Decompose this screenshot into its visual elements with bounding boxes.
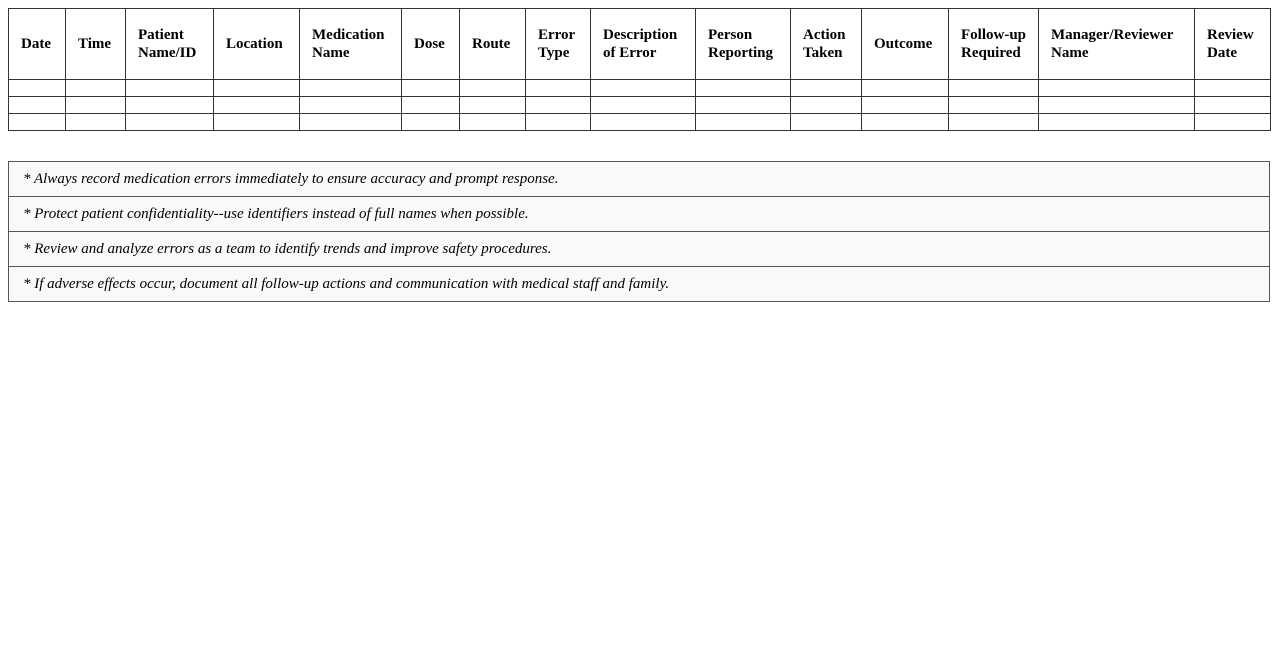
empty-cell[interactable] [300,80,402,97]
note-item: * If adverse effects occur, document all follow-up actions and communication with medical staff and family. [9,266,1269,301]
empty-cell[interactable] [460,80,526,97]
column-header: Follow-up Required [949,9,1039,80]
empty-cell[interactable] [862,80,949,97]
empty-cell[interactable] [402,114,460,131]
empty-cell[interactable] [1039,80,1195,97]
empty-cell[interactable] [9,97,66,114]
empty-cell[interactable] [862,97,949,114]
empty-cell[interactable] [526,80,591,97]
empty-cell[interactable] [1039,114,1195,131]
column-header: Medication Name [300,9,402,80]
notes-list [8,161,1270,302]
column-header: Location [214,9,300,80]
empty-cell[interactable] [402,97,460,114]
empty-cell[interactable] [591,114,696,131]
empty-cell[interactable] [1195,80,1271,97]
empty-cell[interactable] [526,114,591,131]
empty-cell[interactable] [949,97,1039,114]
empty-cell[interactable] [1039,97,1195,114]
column-header: Date [9,9,66,80]
empty-cell[interactable] [1195,114,1271,131]
empty-cell[interactable] [591,80,696,97]
empty-cell[interactable] [300,114,402,131]
note-item: * Always record medication errors immediately to ensure accuracy and prompt response. [9,162,1269,196]
empty-cell[interactable] [696,97,791,114]
empty-cell[interactable] [66,80,126,97]
column-header: Manager/Reviewer Name [1039,9,1195,80]
empty-cell[interactable] [591,97,696,114]
empty-cell[interactable] [126,97,214,114]
table-row [9,114,1271,131]
column-header: Error Type [526,9,591,80]
column-header: Route [460,9,526,80]
empty-cell[interactable] [126,114,214,131]
empty-cell[interactable] [402,80,460,97]
column-header: Time [66,9,126,80]
column-header: Patient Name/ID [126,9,214,80]
empty-cell[interactable] [696,114,791,131]
empty-cell[interactable] [460,114,526,131]
empty-cell[interactable] [949,80,1039,97]
column-header: Dose [402,9,460,80]
note-item: * Review and analyze errors as a team to identify trends and improve safety procedures. [9,231,1269,266]
empty-cell[interactable] [791,97,862,114]
empty-cell[interactable] [696,80,791,97]
column-header: Review Date [1195,9,1271,80]
table-row [9,80,1271,97]
empty-cell[interactable] [126,80,214,97]
empty-cell[interactable] [66,114,126,131]
table-row [9,97,1271,114]
empty-cell[interactable] [949,114,1039,131]
empty-cell[interactable] [460,97,526,114]
empty-cell[interactable] [214,97,300,114]
column-header: Description of Error [591,9,696,80]
empty-cell[interactable] [791,80,862,97]
note-item: * Protect patient confidentiality--use identifiers instead of full names when possible. [9,196,1269,231]
column-header: Person Reporting [696,9,791,80]
empty-cell[interactable] [862,114,949,131]
empty-cell[interactable] [66,97,126,114]
empty-cell[interactable] [526,97,591,114]
column-header: Outcome [862,9,949,80]
empty-cell[interactable] [214,80,300,97]
empty-cell[interactable] [1195,97,1271,114]
header-row [9,9,1271,80]
column-header: Action Taken [791,9,862,80]
empty-cell[interactable] [214,114,300,131]
empty-cell[interactable] [9,80,66,97]
empty-cell[interactable] [300,97,402,114]
medication-error-log-table [8,8,1271,131]
empty-cell[interactable] [9,114,66,131]
empty-cell[interactable] [791,114,862,131]
